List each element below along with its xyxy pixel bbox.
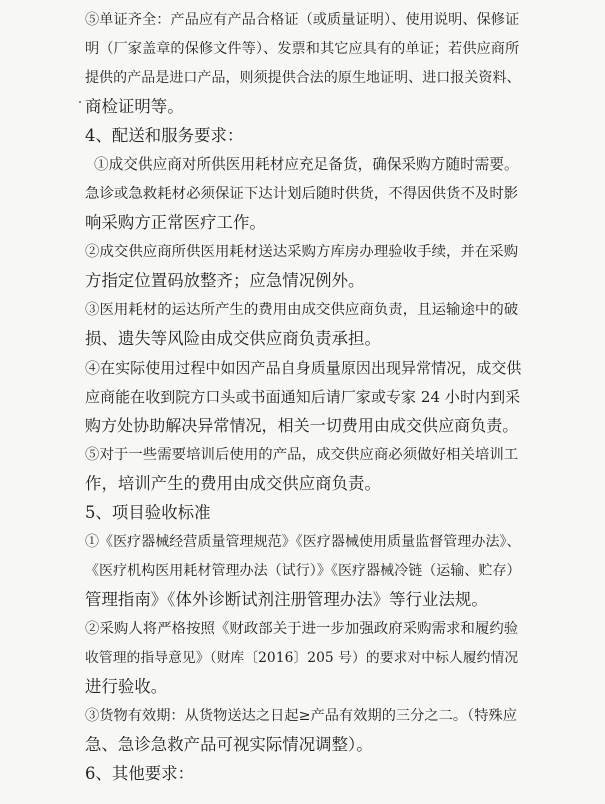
text-line: 购方处协助解决异常情况，相关一切费用由成交供应商负责。 [85, 416, 519, 435]
section-heading-6: 6、其他要求： [85, 764, 195, 783]
text-line: 作，培训产生的费用由成交供应商负责。 [85, 474, 381, 493]
text-line: ④在实际使用过程中如因产品自身质量原因出现异常情况，成交供 [85, 359, 522, 377]
text-line: 方指定位置码放整齐；应急情况例外。 [85, 271, 365, 290]
text-line: ⑤对于一些需要培训后使用的产品，成交供应商必须做好相关培训工 [85, 447, 519, 463]
text-line: ②成交供应商所供医用耗材送达采购方库房办理验收手续，并在采购 [85, 244, 519, 260]
text-line: 商检证明等。 [85, 97, 184, 116]
text-line: 急、急诊急救产品可视实际情况调整）。 [85, 735, 373, 754]
text-line: ①成交供应商对所供医用耗材应充足备货，确保采购方随时需要。 [94, 156, 519, 173]
text-line: 收管理的指导意见》（财库〔2016〕205 号）的要求对中标人履约情况 [85, 650, 519, 666]
text-line: 应商能在收到院方口头或书面通知后请厂家或专家 24 小时内到采 [85, 388, 521, 406]
text-line: 急诊或急救耗材必须保证下达计划后随时供货，不得因供货不及时影 [85, 186, 519, 202]
text-line: 响采购方正常医疗工作。 [85, 213, 266, 232]
text-line: 提供的产品是进口产品，则须提供合法的原生地证明、进口报关资料、 [85, 70, 521, 86]
scan-speck [79, 101, 81, 103]
text-line: 《医疗机构医用耗材管理办法（试行）》《医疗器械冷链（运输、贮存） [85, 563, 521, 579]
section-heading-5: 5、项目验收标准 [85, 503, 211, 522]
section-heading-4: 4、配送和服务要求： [85, 126, 244, 145]
text-line: 进行验收。 [85, 677, 168, 696]
text-line: ③货物有效期：从货物送达之日起≥产品有效期的三分之二。（特殊应 [85, 708, 517, 724]
text-line: 明（厂家盖章的保修文件等）、发票和其它应具有的单证；若供应商所 [85, 41, 520, 57]
text-line: 损、遗失等风险由成交供应商负责承担。 [85, 329, 381, 348]
text-line: ②采购人将严格按照《财政部关于进一步加强政府采购需求和履约验 [85, 621, 519, 637]
text-line: ⑤单证齐全：产品应有产品合格证（或质量证明）、使用说明、保修证 [85, 12, 520, 28]
text-line: ③医用耗材的运达所产生的费用由成交供应商负责，且运输途中的破 [85, 302, 519, 318]
text-line: 管理指南》《体外诊断试剂注册管理办法》等行业法规。 [85, 590, 488, 609]
text-line: ①《医疗器械经营质量管理规范》《医疗器械使用质量监督管理办法》、 [85, 534, 521, 550]
